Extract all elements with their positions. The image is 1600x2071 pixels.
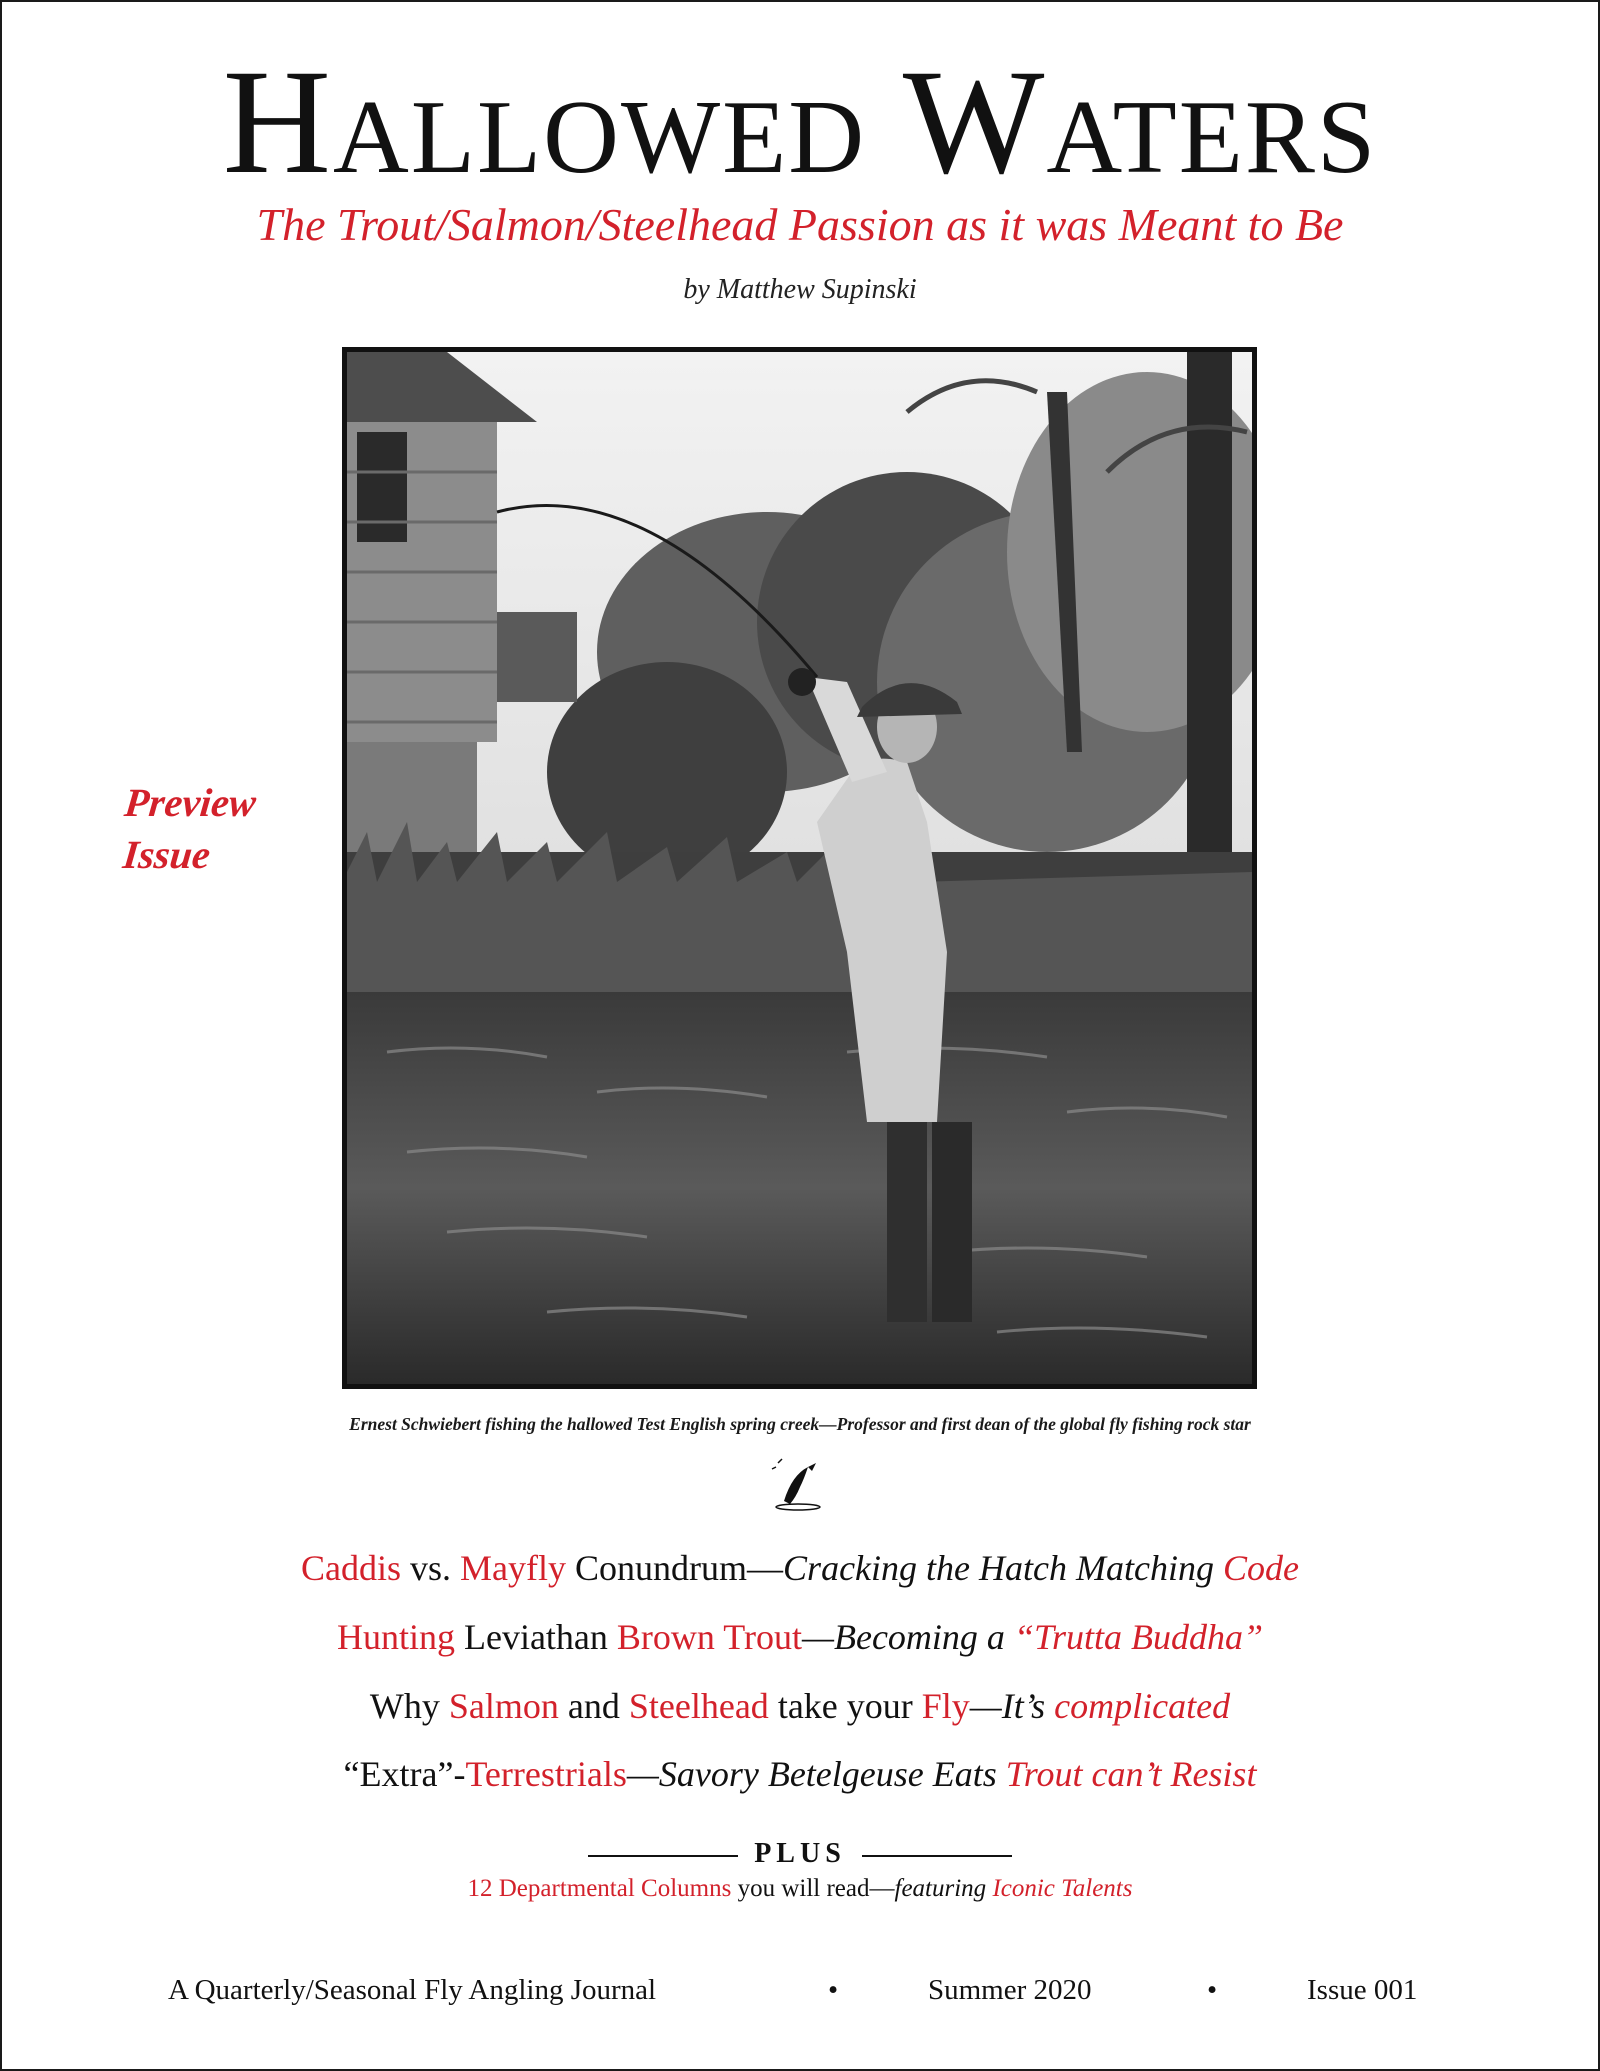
footer-bullet-2: • [1207,1974,1218,2006]
masthead-title [2,39,1598,205]
headline-salmon-steelhead [2,1684,1598,1728]
hl3-c: and [558,1686,629,1726]
hl2-b: Leviathan [454,1617,617,1657]
cover-photo [342,347,1257,1389]
hl2-d: —Becoming a [801,1617,1014,1657]
hl4-a: “Extra”- [343,1754,466,1794]
hl3-b: Salmon [448,1686,559,1726]
hl1-c: Mayfly [460,1548,567,1588]
footer-bullet-1: • [828,1974,839,2006]
hl4-b: Terrestrials [465,1754,627,1794]
hl1-b: vs. [401,1548,461,1588]
plus-sub-a: 12 Departmental Columns [467,1875,732,1902]
hl1-e: Cracking the Hatch Matching [783,1548,1223,1588]
plus-heading [2,1838,1598,1870]
tagline: The Trout/Salmon/Steelhead Passion as it was Meant to Be [256,199,1344,250]
headline-leviathan-brown-trout [2,1615,1598,1659]
hl4-c: —Savory Betelgeuse Eats [626,1754,1006,1794]
plus-rule-left [588,1855,738,1857]
hl3-f: Fly [921,1686,970,1726]
leaping-trout-icon [770,1457,826,1513]
photo-caption: Ernest Schwiebert fishing the hallowed Test English spring creek—Professor and first dean of the global fly fishing rock star [349,1414,1251,1434]
hl3-d: Steelhead [628,1686,769,1726]
badge-line-2: Issue [120,832,213,877]
plus-subline [2,1875,1598,1903]
hl3-g: —It’s [969,1686,1055,1726]
hl2-a: Hunting [336,1617,455,1657]
footer-journal: A Quarterly/Seasonal Fly Angling Journal [168,1974,657,2006]
footer-issue: Issue 001 [1307,1974,1418,2006]
masthead-text: Hallowed Waters [222,39,1378,205]
angler-in-river-illustration [347,352,1252,1384]
hl3-h: complicated [1054,1686,1231,1726]
badge-line-1: Preview [122,780,259,825]
hl4-d: Trout can’t Resist [1005,1754,1257,1794]
hl2-e: “Trutta Buddha” [1013,1617,1264,1657]
plus-rule-right [862,1855,1012,1857]
river [347,992,1252,1384]
headline-extra-terrestrials [2,1752,1598,1796]
byline: by Matthew Supinski [683,274,917,305]
hl1-f: Code [1222,1548,1299,1588]
plus-sub-b: you will read— [731,1875,895,1902]
plus-sub-c: featuring [894,1875,993,1902]
plus-label: PLUS [754,1838,846,1869]
preview-issue-badge [117,777,259,881]
hl1-a: Caddis [301,1548,402,1588]
hl2-c: Brown Trout [616,1617,802,1657]
footer-season: Summer 2020 [928,1974,1092,2006]
hl1-d: Conundrum— [566,1548,784,1588]
plus-sub-d: Iconic Talents [992,1875,1133,1902]
hl3-a: Why [369,1686,449,1726]
headline-caddis-mayfly [2,1546,1598,1590]
hl3-e: take your [768,1686,922,1726]
